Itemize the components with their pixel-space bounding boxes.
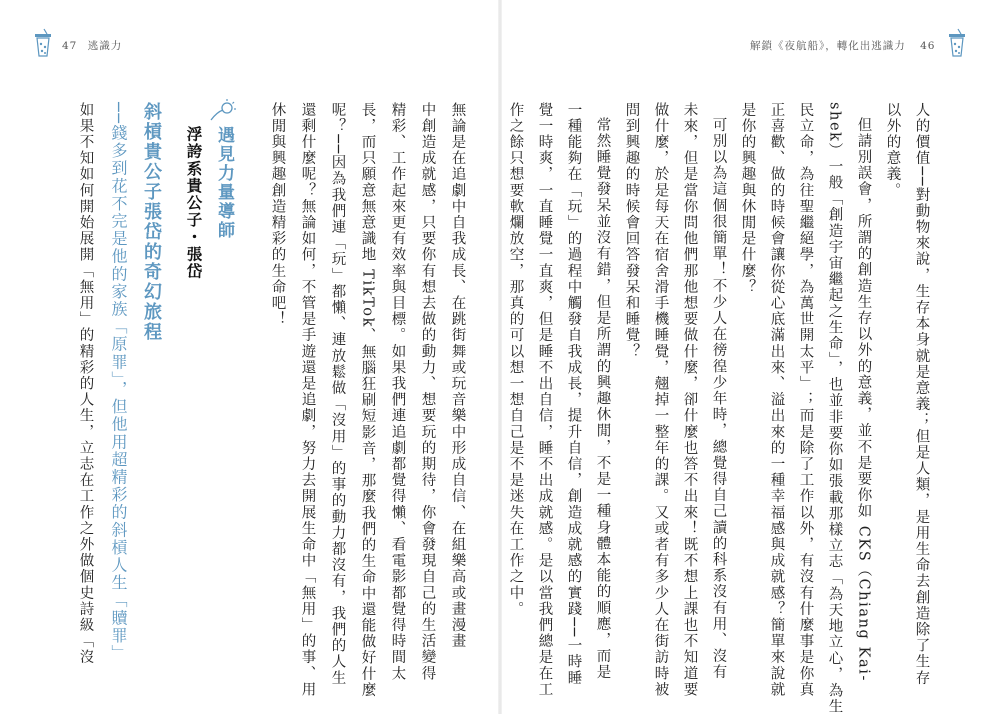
text-column: 如果不知如何開始展開「無用」的精彩的人生，立志在工作之外做個史詩級「沒 <box>77 102 94 666</box>
text-column: 但請別誤會，所謂的創造生存以外的意義，並不是要你如 CKS（Chiang Kai- <box>855 117 872 683</box>
section-subtitle: ──錢多到花不完是他的家族「原罪」，但他用超精彩的斜槓人生「贖罪」 <box>109 102 128 663</box>
text-column: 問到興趣的時候會回答發呆和睡覺？ <box>623 102 640 360</box>
drink-cup-icon <box>947 28 967 58</box>
section-title: 斜槓貴公子張岱的奇幻旅程 <box>141 102 162 342</box>
text-column: 呢？──因為我們連「玩」都懶、連放鬆做「沒用」的事的動力都沒有，我們的人生 <box>329 102 346 687</box>
text-column: 正喜歡、做的時候會讓你從心底滿出來、溢出來的一種幸福感與成就感？簡單來說就 <box>768 102 785 698</box>
text-column: 長，而只願意無意識地 TikTok、無腦狂刷短影音，那麼我們的生命中還能做好什麼 <box>359 102 376 699</box>
text-column: 覺一時爽，一直睡覺一直爽，但是睡不出自信，睡不出成就感。是以當我們總是在工 <box>536 102 553 698</box>
drink-cup-icon <box>33 28 53 58</box>
page-number: 47 <box>62 40 78 52</box>
text-column: 一種能夠在「玩」的過程中觸發自我成長，提升自信，創造成就感的實踐──一時睡 <box>565 102 582 687</box>
text-column: 做什麼，於是每天在宿舍滑手機睡覺，翹掉一整年的課。又或者有多少人在街訪時被 <box>652 102 669 698</box>
mentor-name: 浮誇系貴公子・張岱 <box>184 126 204 280</box>
text-column: 可別以為這個很簡單！不少人在徬徨少年時，總覺得自己讀的科系沒有用、沒有 <box>710 117 727 681</box>
text-column: 精彩、工作起來更有效率與目標。如果我們連追劇都覺得懶、看電影都覺得時間太 <box>389 102 406 682</box>
text-column: 常然睡覺發呆並沒有錯，但是所謂的興趣休閒，不是一種身體本能的順應，而是 <box>594 117 611 681</box>
text-column: 未來，但是當你問他們那他想要做什麼，卻什麼也答不出來！既不想上課也不知道要 <box>681 102 698 698</box>
text-column: 以外的意義。 <box>884 102 901 199</box>
page-number: 46 <box>920 40 936 52</box>
mentor-heading: 遇見力量導師 <box>214 126 234 240</box>
text-column: 人的價值──對動物來說，生存本身就是意義；但是人類，是用生命去創造除了生存 <box>913 102 930 687</box>
left-page <box>0 0 498 714</box>
text-column: 休閒與興趣創造精彩的生命吧！ <box>269 102 286 328</box>
text-column: 民立命，為往聖繼絕學，為萬世開太平」；而是除了工作以外，有沒有什麼事是你真 <box>797 102 814 698</box>
text-column: 還剩什麼呢？無論如何，不管是手遊還是追劇，努力去開展生命中「無用」的事、用 <box>299 102 316 698</box>
text-column: 作之餘只想要軟爛放空，那真的可以想一想自己是不是迷失在工作之中。 <box>507 102 524 618</box>
right-page <box>502 0 1000 714</box>
running-header-right <box>750 38 941 53</box>
running-header-left <box>62 38 122 53</box>
text-column: 中創造成就感，只要你有想去做的動力、想要玩的期待，你會發現自己的生活變得 <box>419 102 436 682</box>
lightbulb-icon <box>207 98 237 124</box>
text-column: 無論是在追劇中自我成長、在跳街舞或玩音樂中形成自信、在組樂高或畫漫畫 <box>449 102 466 650</box>
running-head: 逃識力 <box>87 40 123 52</box>
text-column: 是你的興趣與休閒是什麼？ <box>739 102 756 296</box>
running-head: 解鎖《夜航船》，轉化出逃識力 <box>750 40 906 52</box>
text-column: shek）一般「創造宇宙繼起之生命」，也並非要你如張載那樣立志「為天地立心，為生 <box>826 102 843 715</box>
